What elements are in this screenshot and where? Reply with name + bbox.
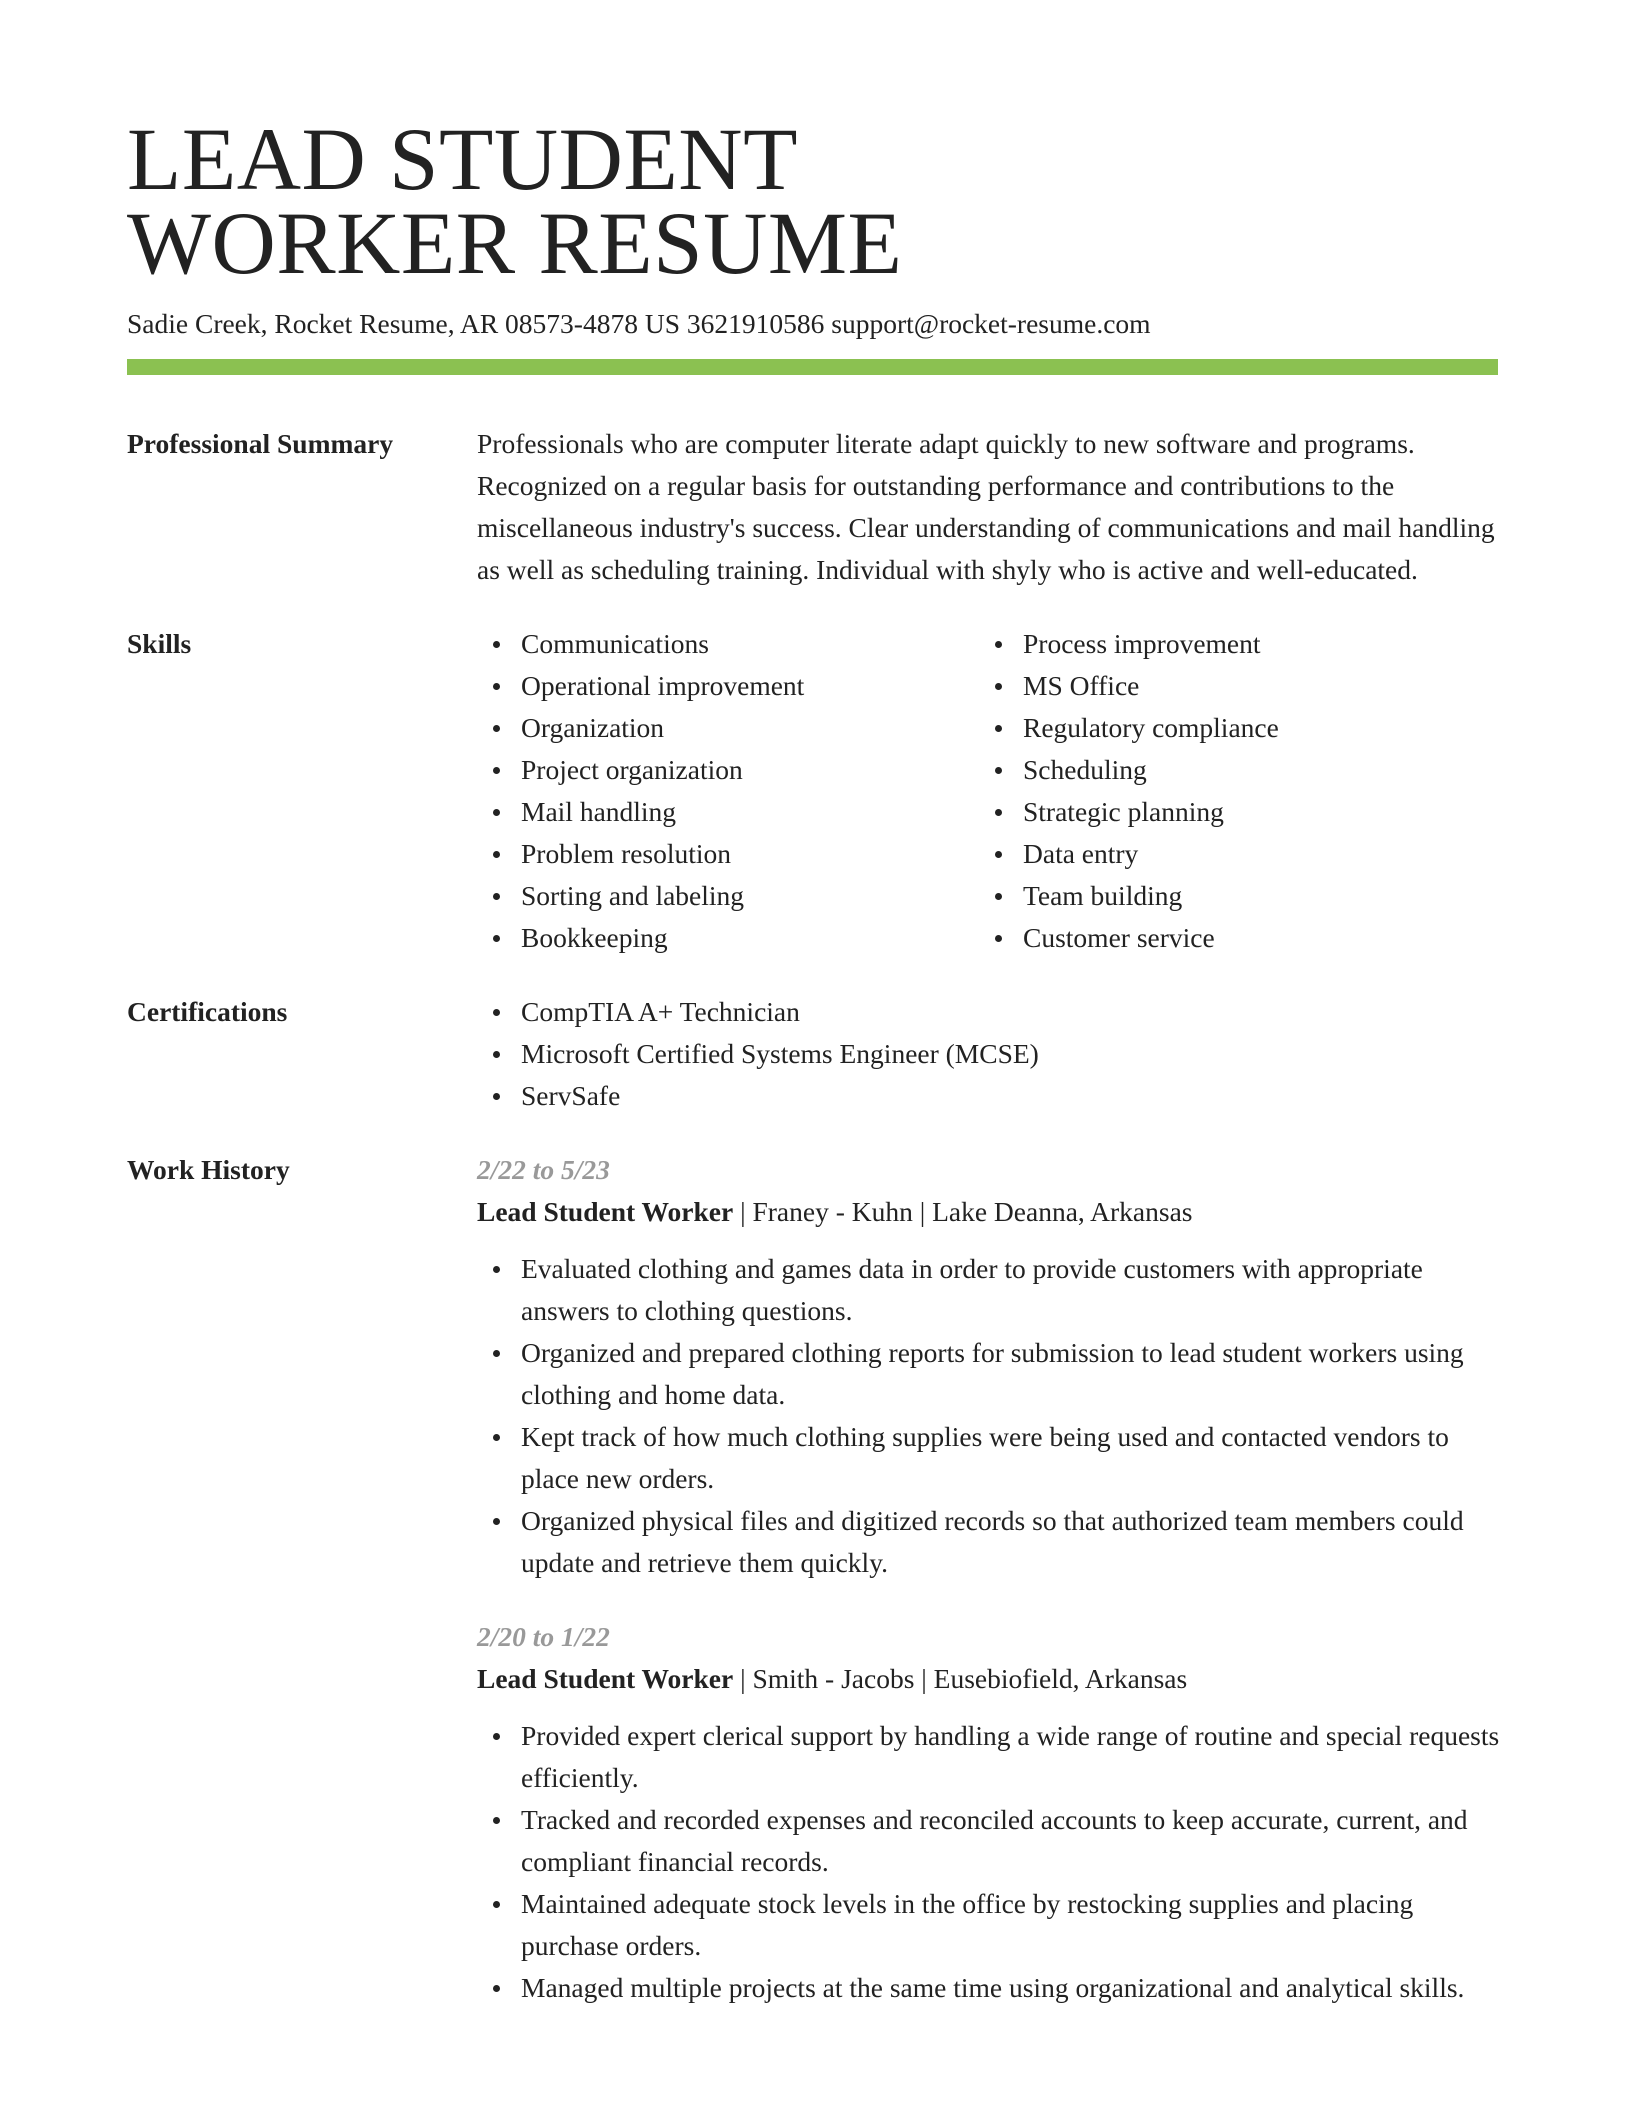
job-dates: 2/20 to 1/22 (477, 1621, 610, 1652)
section-label-skills: Skills (127, 628, 192, 659)
section-label-certifications: Certifications (127, 996, 288, 1027)
work-history-section (127, 1149, 1505, 2009)
certification-item: ServSafe (521, 1075, 1505, 1117)
job-bullet: Evaluated clothing and games data in order to provide customers with appropriate answers to clothing questions. (521, 1248, 1505, 1332)
job-bullet: Managed multiple projects at the same time using organizational and analytical skills. (521, 1967, 1505, 2009)
section-label-work-history: Work History (127, 1154, 290, 1185)
skill-item: Customer service (1023, 917, 1481, 959)
skill-item: Organization (521, 707, 979, 749)
job-bullet: Kept track of how much clothing supplies were being used and contacted vendors to place new orders. (521, 1416, 1505, 1500)
job-bullet: Maintained adequate stock levels in the office by restocking supplies and placing purchase orders. (521, 1883, 1505, 1967)
skill-item: MS Office (1023, 665, 1481, 707)
professional-summary-section (127, 423, 1505, 591)
accent-divider (127, 359, 1498, 375)
skill-item: Sorting and labeling (521, 875, 979, 917)
skill-item: Team building (1023, 875, 1481, 917)
skills-list (477, 623, 1505, 959)
job-entry (477, 1149, 1505, 1584)
professional-summary-text: Professionals who are computer literate adapt quickly to new software and programs. Recognized on a regular basis for outstanding performance and contributions to the miscellaneous industry's success. Clear understanding of communications and mail handling as well as scheduling training. Individual with shyly who is active and well-educated. (477, 428, 1495, 585)
job-bullet: Organized physical files and digitized records so that authorized team members could update and retrieve them quickly. (521, 1500, 1505, 1584)
skills-section (127, 623, 1505, 959)
skill-item: Operational improvement (521, 665, 979, 707)
skill-item: Mail handling (521, 791, 979, 833)
title-line-2: WORKER RESUME (127, 195, 903, 293)
job-employer-location: | Smith - Jacobs | Eusebiofield, Arkansas (733, 1663, 1188, 1694)
job-bullet: Provided expert clerical support by handling a wide range of routine and special requests efficiently. (521, 1715, 1505, 1799)
contact-info: Sadie Creek, Rocket Resume, AR 08573-4878 US 3621910586 support@rocket-resume.com (127, 308, 1151, 339)
title-line-1: LEAD STUDENT (127, 111, 798, 209)
job-bullets (477, 1715, 1505, 2009)
certification-item: Microsoft Certified Systems Engineer (MCSE) (521, 1033, 1505, 1075)
work-history-list (477, 1149, 1505, 2009)
certifications-list (477, 991, 1505, 1117)
job-bullet: Tracked and recorded expenses and reconciled accounts to keep accurate, current, and compliant financial records. (521, 1799, 1505, 1883)
skill-item: Scheduling (1023, 749, 1481, 791)
job-entry (477, 1616, 1505, 2009)
job-heading (477, 1191, 1505, 1233)
skill-item: Data entry (1023, 833, 1481, 875)
skill-item: Regulatory compliance (1023, 707, 1481, 749)
skill-item: Problem resolution (521, 833, 979, 875)
resume-title (127, 111, 1505, 293)
skill-item: Strategic planning (1023, 791, 1481, 833)
job-bullet: Organized and prepared clothing reports for submission to lead student workers using clothing and home data. (521, 1332, 1505, 1416)
skill-item: Bookkeeping (521, 917, 979, 959)
job-employer-location: | Franey - Kuhn | Lake Deanna, Arkansas (733, 1196, 1193, 1227)
job-bullets (477, 1248, 1505, 1584)
job-heading (477, 1658, 1505, 1700)
skills-column-right (979, 623, 1481, 959)
job-title: Lead Student Worker (477, 1663, 734, 1694)
skill-item: Communications (521, 623, 979, 665)
job-dates: 2/22 to 5/23 (477, 1154, 610, 1185)
skills-column-left (477, 623, 979, 959)
skill-item: Process improvement (1023, 623, 1481, 665)
certifications-section (127, 991, 1505, 1117)
certification-item: CompTIA A+ Technician (521, 991, 1505, 1033)
job-title: Lead Student Worker (477, 1196, 734, 1227)
section-label-professional-summary: Professional Summary (127, 428, 394, 459)
skill-item: Project organization (521, 749, 979, 791)
